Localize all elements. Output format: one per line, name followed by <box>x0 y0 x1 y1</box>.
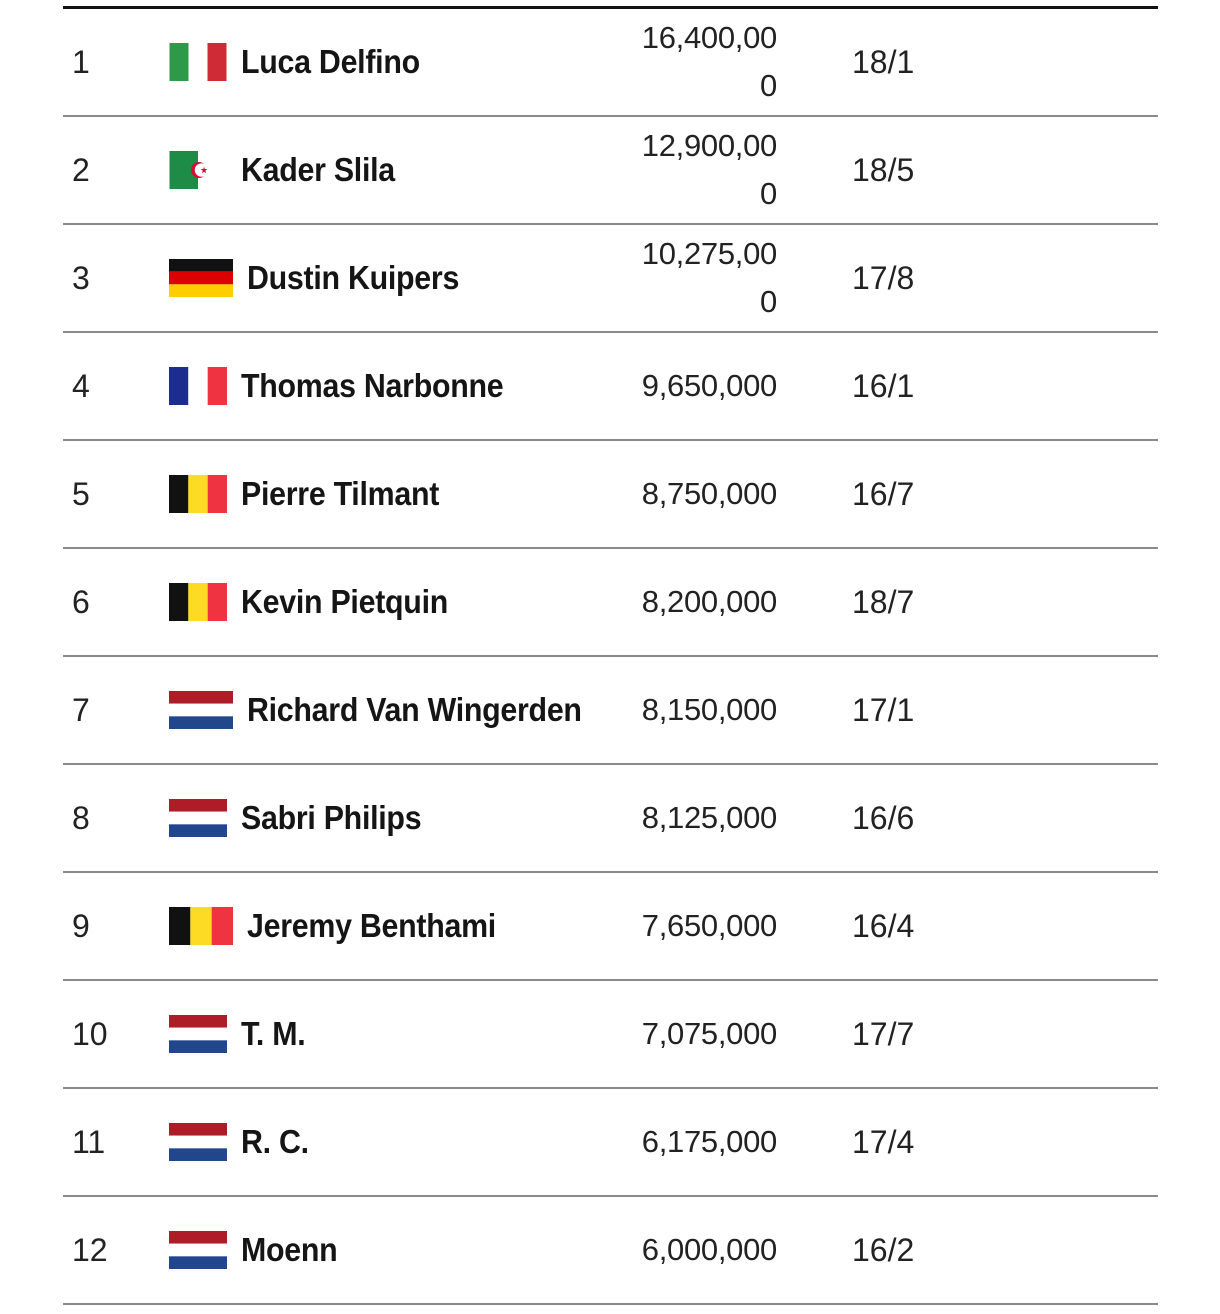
player-cell <box>169 117 408 223</box>
italy-flag-icon <box>169 43 227 81</box>
netherlands-flag-icon <box>169 691 233 729</box>
age-cell: 16/4 <box>852 908 915 944</box>
age-cell: 16/1 <box>852 368 915 404</box>
age-cell: 18/5 <box>852 152 915 188</box>
belgium-flag-icon <box>169 475 227 513</box>
rank-cell: 6 <box>72 584 90 620</box>
player-cell <box>169 549 466 655</box>
belgium-flag-icon <box>169 907 233 945</box>
table-row <box>63 873 1158 981</box>
age-cell: 16/2 <box>852 1232 915 1268</box>
table-row <box>63 657 1158 765</box>
netherlands-flag-icon <box>169 799 227 837</box>
rank-cell: 10 <box>72 1016 108 1052</box>
player-cell <box>169 981 311 1087</box>
market-value: 10,275,000 <box>641 236 777 319</box>
age-cell: 17/4 <box>852 1124 915 1160</box>
player-cell <box>169 333 526 439</box>
table-row <box>63 549 1158 657</box>
player-name: R. C. <box>241 1123 309 1160</box>
table-row <box>63 441 1158 549</box>
rank-cell: 2 <box>72 152 90 188</box>
player-name: Luca Delfino <box>241 43 420 80</box>
rank-cell: 8 <box>72 800 90 836</box>
market-value: 12,900,000 <box>641 128 777 211</box>
ranking-table <box>63 6 1158 1305</box>
player-cell <box>169 1197 346 1303</box>
player-cell <box>169 873 518 979</box>
market-value: 9,650,000 <box>641 368 777 403</box>
player-cell <box>169 657 611 763</box>
table-row <box>63 225 1158 333</box>
market-value: 8,125,000 <box>641 800 777 835</box>
market-value: 6,175,000 <box>641 1124 777 1159</box>
germany-flag-icon <box>169 259 233 297</box>
netherlands-flag-icon <box>169 1015 227 1053</box>
market-value: 8,750,000 <box>641 476 777 511</box>
player-name: Richard Van Wingerden <box>247 691 582 728</box>
player-cell <box>169 225 478 331</box>
player-name: Pierre Tilmant <box>241 475 440 512</box>
age-cell: 17/7 <box>852 1016 915 1052</box>
rank-cell: 12 <box>72 1232 108 1268</box>
rank-cell: 7 <box>72 692 90 728</box>
table-row <box>63 117 1158 225</box>
rank-cell: 3 <box>72 260 90 296</box>
age-cell: 17/1 <box>852 692 915 728</box>
player-name: Sabri Philips <box>241 799 422 836</box>
belgium-flag-icon <box>169 583 227 621</box>
france-flag-icon <box>169 367 227 405</box>
player-cell <box>169 9 435 115</box>
age-cell: 16/7 <box>852 476 915 512</box>
rank-cell: 1 <box>72 44 90 80</box>
rank-cell: 5 <box>72 476 90 512</box>
rank-cell: 9 <box>72 908 90 944</box>
market-value: 16,400,000 <box>641 20 777 103</box>
age-cell: 17/8 <box>852 260 915 296</box>
market-value: 6,000,000 <box>641 1232 777 1267</box>
age-cell: 18/1 <box>852 44 915 80</box>
table-row <box>63 981 1158 1089</box>
player-name: Moenn <box>241 1231 338 1268</box>
rank-cell: 11 <box>72 1124 106 1160</box>
rank-cell: 4 <box>72 368 90 404</box>
player-name: Dustin Kuipers <box>247 259 460 296</box>
table-row <box>63 9 1158 117</box>
age-cell: 18/7 <box>852 584 915 620</box>
player-cell <box>169 765 437 871</box>
table-row <box>63 333 1158 441</box>
market-value: 8,200,000 <box>641 584 777 619</box>
table-row <box>63 765 1158 873</box>
player-name: T. M. <box>241 1015 306 1052</box>
netherlands-flag-icon <box>169 1231 227 1269</box>
market-value: 8,150,000 <box>641 692 777 727</box>
player-cell <box>169 441 456 547</box>
player-name: Kader Slila <box>241 151 395 188</box>
table-row <box>63 1197 1158 1305</box>
player-name: Thomas Narbonne <box>241 367 504 404</box>
market-value: 7,075,000 <box>641 1016 777 1051</box>
player-cell <box>169 1089 315 1195</box>
table-row <box>63 1089 1158 1197</box>
algeria-flag-icon <box>169 151 227 189</box>
netherlands-flag-icon <box>169 1123 227 1161</box>
market-value: 7,650,000 <box>641 908 777 943</box>
age-cell: 16/6 <box>852 800 915 836</box>
player-name: Kevin Pietquin <box>241 583 448 620</box>
player-name: Jeremy Benthami <box>247 907 496 944</box>
